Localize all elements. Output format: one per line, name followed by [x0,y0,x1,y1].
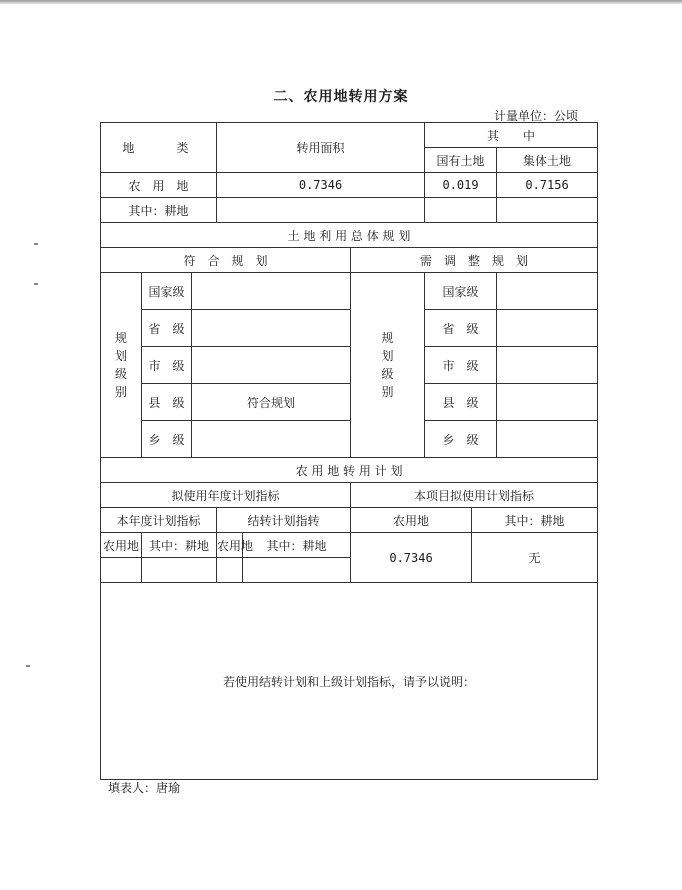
conform-value-national [192,273,351,310]
adjust-level-national: 国家级 [425,273,497,310]
annual-plan-title: 拟使用年度计划指标 [101,483,351,508]
conform-level-county: 县 级 [142,384,192,421]
transfer-farmland-header: 农用地 [217,533,243,558]
margin-mark [34,243,38,245]
margin-mark [34,283,38,285]
year-plan-header: 本年度计划指标 [101,508,217,533]
year-arable-header: 其中：耕地 [142,533,217,558]
conform-value-province [192,310,351,347]
conform-value-city [192,347,351,384]
farmland-collective-value: 0.7156 [497,173,598,198]
transfer-arable-header: 其中：耕地 [243,533,351,558]
level-label-char: 别 [114,385,127,399]
project-farmland-value: 0.7346 [351,533,472,583]
planning-section-title: 土 地 利 用 总 体 规 划 [101,223,598,248]
arable-state-value [425,198,497,223]
explanation-cell [101,583,598,780]
adjust-level-county: 县 级 [425,384,497,421]
conform-level-city: 市 级 [142,347,192,384]
conversion-section-title: 农 用 地 转 用 计 划 [101,458,598,483]
level-label-char: 划 [114,349,127,363]
adjust-level-label [351,273,425,458]
conform-value-county: 符合规划 [192,384,351,421]
level-label-char: 划 [381,349,394,363]
arable-collective-value [497,198,598,223]
year-farmland-value [101,558,142,583]
adjust-planning-title: 需 调 整 规 划 [351,248,598,273]
margin-mark [26,665,30,667]
adjust-value-province [497,310,598,347]
conform-planning-title: 符 合 规 划 [101,248,351,273]
project-plan-title: 本项目拟使用计划指标 [351,483,598,508]
adjust-level-township: 乡 级 [425,421,497,458]
adjust-level-province: 省 级 [425,310,497,347]
level-label-char: 级 [114,367,127,381]
conversion-form-table [100,122,598,780]
level-label-char: 规 [381,331,394,345]
header-collective-land: 集体土地 [497,148,598,173]
project-arable-header: 其中：耕地 [472,508,598,533]
conform-level-label [101,273,142,458]
unit-label: 计量单位：公顷 [493,109,578,123]
year-arable-value [142,558,217,583]
transfer-arable-value [243,558,351,583]
level-label-char: 规 [114,331,127,345]
row-farmland-label: 农 用 地 [101,173,217,198]
conform-value-township [192,421,351,458]
year-farmland-header: 农用地 [101,533,142,558]
project-arable-value: 无 [472,533,598,583]
project-farmland-header: 农用地 [351,508,472,533]
conform-level-township: 乡 级 [142,421,192,458]
explanation-prompt: 若使用结转计划和上级计划指标，请予以说明： [223,674,476,689]
conform-level-province: 省 级 [142,310,192,347]
farmland-area-value: 0.7346 [217,173,425,198]
header-land-category: 地 类 [101,123,217,173]
arable-area-value [217,198,425,223]
conform-level-national: 国家级 [142,273,192,310]
transfer-farmland-value [217,558,243,583]
page-top-edge [0,0,682,4]
header-converted-area: 转用面积 [217,123,425,173]
row-arable-label: 其中：耕地 [101,198,217,223]
form-filler: 填表人：唐瑜 [108,781,181,795]
header-among: 其 中 [425,123,598,148]
level-label-char: 级 [381,367,394,381]
adjust-value-national [497,273,598,310]
adjust-level-city: 市 级 [425,347,497,384]
adjust-value-township [497,421,598,458]
farmland-state-value: 0.019 [425,173,497,198]
transfer-plan-header: 结转计划指转 [217,508,351,533]
adjust-value-county [497,384,598,421]
adjust-value-city [497,347,598,384]
header-state-land: 国有土地 [425,148,497,173]
level-label-char: 别 [381,385,394,399]
page-title: 二、农用地转用方案 [273,89,409,105]
